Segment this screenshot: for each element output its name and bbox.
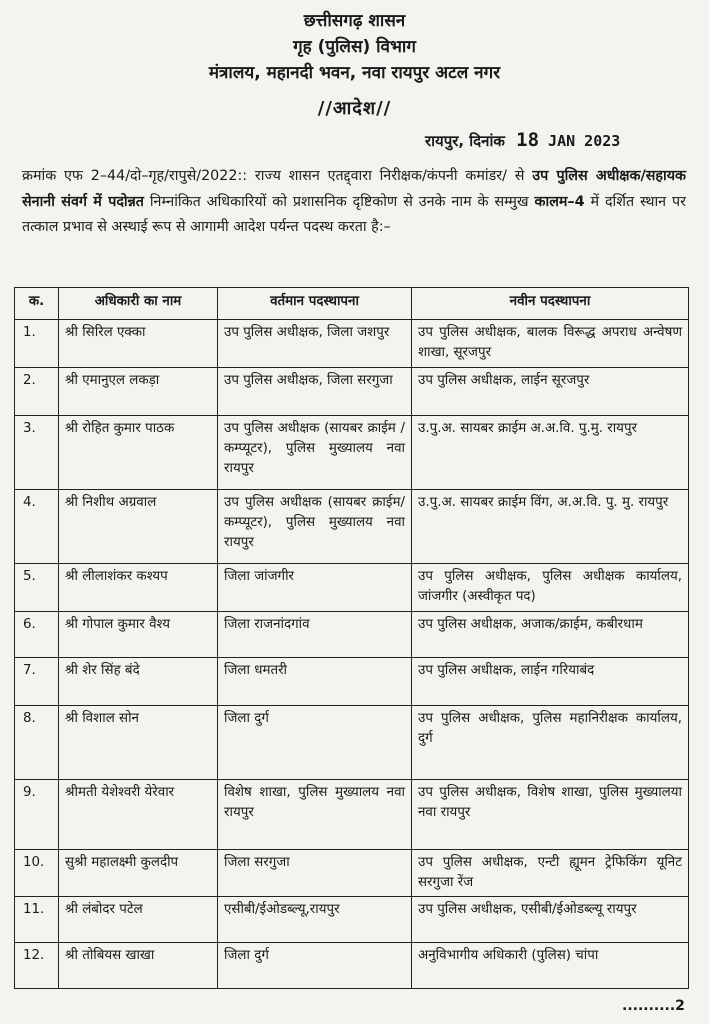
serial-cell: 3. bbox=[15, 416, 59, 490]
new-posting-cell: उप पुलिस अधीक्षक, पुलिस महानिरीक्षक कार्यालय, दुर्ग bbox=[412, 706, 689, 780]
new-posting-cell: उप पुलिस अधीक्षक, बालक विरूद्ध अपराध अन्वेषण शाखा, सूरजपुर bbox=[412, 320, 689, 368]
order-title: //आदेश// bbox=[317, 98, 392, 119]
officer-name-cell: श्रीमती येशेश्वरी येरेवार bbox=[59, 780, 218, 850]
table-row bbox=[15, 943, 689, 989]
date-day: 18 bbox=[516, 129, 540, 151]
serial-cell: 7. bbox=[15, 658, 59, 706]
current-posting-cell: जिला सरगुजा bbox=[218, 850, 412, 897]
current-posting-cell: जिला राजनांदगांव bbox=[218, 612, 412, 658]
order-text-part1: क्रमांक एफ 2–44/दो–गृह/रापुसे/2022:: राज्य शासन एतद्द्वारा निरीक्षक/कंपनी कमांडर/ से bbox=[22, 168, 533, 184]
new-posting-cell: उ.पु.अ. सायबर क्राईम अ.अ.वि. पु.मु. रायपुर bbox=[412, 416, 689, 490]
current-posting-cell: उप पुलिस अधीक्षक, जिला सरगुजा bbox=[218, 368, 412, 416]
current-posting-cell: उप पुलिस अधीक्षक (सायबर क्राईम /कम्प्यूटर), पुलिस मुख्यालय नवा रायपुर bbox=[218, 416, 412, 490]
table-header-row bbox=[15, 288, 689, 320]
officer-name-cell: श्री एमानुएल लकड़ा bbox=[59, 368, 218, 416]
order-text-bold1: उप पुलिस अधीक्षक/सहायक सेनानी संवर्ग में पदोन्नत bbox=[22, 168, 686, 210]
new-posting-cell: उप पुलिस अधीक्षक, लाईन सूरजपुर bbox=[412, 368, 689, 416]
table-row bbox=[15, 416, 689, 490]
serial-cell: 5. bbox=[15, 564, 59, 612]
header-officer-name: अधिकारी का नाम bbox=[59, 288, 218, 320]
date-label: रायपुर, दिनांक bbox=[425, 132, 505, 150]
serial-cell: 8. bbox=[15, 706, 59, 780]
officer-name-cell: श्री लंबोदर पटेल bbox=[59, 897, 218, 943]
new-posting-cell: उप पुलिस अधीक्षक, एसीबी/ईओडब्ल्यू रायपुर bbox=[412, 897, 689, 943]
date-month-year: JAN 2023 bbox=[548, 132, 621, 150]
current-posting-cell: उप पुलिस अधीक्षक (सायबर क्राईम/कम्प्यूटर), पुलिस मुख्यालय नवा रायपुर bbox=[218, 490, 412, 564]
new-posting-cell: उ.पु.अ. सायबर क्राईम विंग, अ.अ.वि. पु. मु. रायपुर bbox=[412, 490, 689, 564]
officer-name-cell: श्री लीलाशंकर कश्यप bbox=[59, 564, 218, 612]
serial-cell: 10. bbox=[15, 850, 59, 897]
order-text-part2: निम्नांकित अधिकारियों को प्रशासनिक दृष्टिकोण से उनके नाम के सम्मुख bbox=[143, 193, 535, 210]
serial-cell: 1. bbox=[15, 320, 59, 368]
ministry-address: मंत्रालय, महानदी भवन, नवा रायपुर अटल नगर bbox=[208, 63, 501, 83]
officer-name-cell: श्री शेर सिंह बंदे bbox=[59, 658, 218, 706]
new-posting-cell: उप पुलिस अधीक्षक, एन्टी ह्यूमन ट्रेफिकिंग यूनिट सरगुजा रेंज bbox=[412, 850, 689, 897]
current-posting-cell: जिला धमतरी bbox=[218, 658, 412, 706]
officer-name-cell: श्री सिरिल एक्का bbox=[59, 320, 218, 368]
order-text-bold2: कालम–4 bbox=[534, 193, 585, 210]
table-row bbox=[15, 368, 689, 416]
table-row bbox=[15, 612, 689, 658]
header-current-posting: वर्तमान पदस्थापना bbox=[218, 288, 412, 320]
table-row bbox=[15, 850, 689, 897]
new-posting-cell: उप पुलिस अधीक्षक, अजाक/क्राईम, कबीरधाम bbox=[412, 612, 689, 658]
table-row bbox=[15, 658, 689, 706]
serial-cell: 12. bbox=[15, 943, 59, 989]
officer-name-cell: श्री विशाल सोन bbox=[59, 706, 218, 780]
serial-cell: 6. bbox=[15, 612, 59, 658]
current-posting-cell: विशेष शाखा, पुलिस मुख्यालय नवा रायपुर bbox=[218, 780, 412, 850]
current-posting-cell: जिला जांजगीर bbox=[218, 564, 412, 612]
table-row bbox=[15, 897, 689, 943]
officer-name-cell: श्री रोहित कुमार पाठक bbox=[59, 416, 218, 490]
current-posting-cell: एसीबी/ईओडब्ल्यू,रायपुर bbox=[218, 897, 412, 943]
serial-cell: 2. bbox=[15, 368, 59, 416]
posting-table bbox=[14, 287, 689, 989]
current-posting-cell: उप पुलिस अधीक्षक, जिला जशपुर bbox=[218, 320, 412, 368]
department-title: गृह (पुलिस) विभाग bbox=[293, 37, 416, 57]
date-value bbox=[516, 129, 621, 151]
current-posting-cell: जिला दुर्ग bbox=[218, 706, 412, 780]
header-new-posting: नवीन पदस्थापना bbox=[412, 288, 689, 320]
table-row bbox=[15, 780, 689, 850]
dateline bbox=[425, 129, 695, 151]
current-posting-cell: जिला दुर्ग bbox=[218, 943, 412, 989]
officer-name-cell: सुश्री महालक्ष्मी कुलदीप bbox=[59, 850, 218, 897]
table-row bbox=[15, 564, 689, 612]
serial-cell: 9. bbox=[15, 780, 59, 850]
new-posting-cell: अनुविभागीय अधिकारी (पुलिस) चांपा bbox=[412, 943, 689, 989]
order-text-part3: में दर्शित स्थान पर तत्काल प्रभाव से अस्थाई रूप से आगामी आदेश पर्यन्त पदस्थ करता है:– bbox=[22, 193, 686, 235]
serial-cell: 4. bbox=[15, 490, 59, 564]
officer-name-cell: श्री गोपाल कुमार वैश्य bbox=[59, 612, 218, 658]
table-row bbox=[15, 490, 689, 564]
new-posting-cell: उप पुलिस अधीक्षक, लाईन गरियाबंद bbox=[412, 658, 689, 706]
header-serial: क. bbox=[15, 288, 59, 320]
table-row bbox=[15, 706, 689, 780]
page-continuation: ..........2 bbox=[622, 998, 685, 1014]
govt-title: छत्तीसगढ़ शासन bbox=[303, 11, 406, 31]
officer-name-cell: श्री तोबियस खाखा bbox=[59, 943, 218, 989]
order-paragraph bbox=[22, 164, 686, 241]
new-posting-cell: उप पुलिस अधीक्षक, विशेष शाखा, पुलिस मुख्यालया नवा रायपुर bbox=[412, 780, 689, 850]
serial-cell: 11. bbox=[15, 897, 59, 943]
table-row bbox=[15, 320, 689, 368]
new-posting-cell: उप पुलिस अधीक्षक, पुलिस अधीक्षक कार्यालय, जांजगीर (अस्वीकृत पद) bbox=[412, 564, 689, 612]
officer-name-cell: श्री निशीथ अग्रवाल bbox=[59, 490, 218, 564]
